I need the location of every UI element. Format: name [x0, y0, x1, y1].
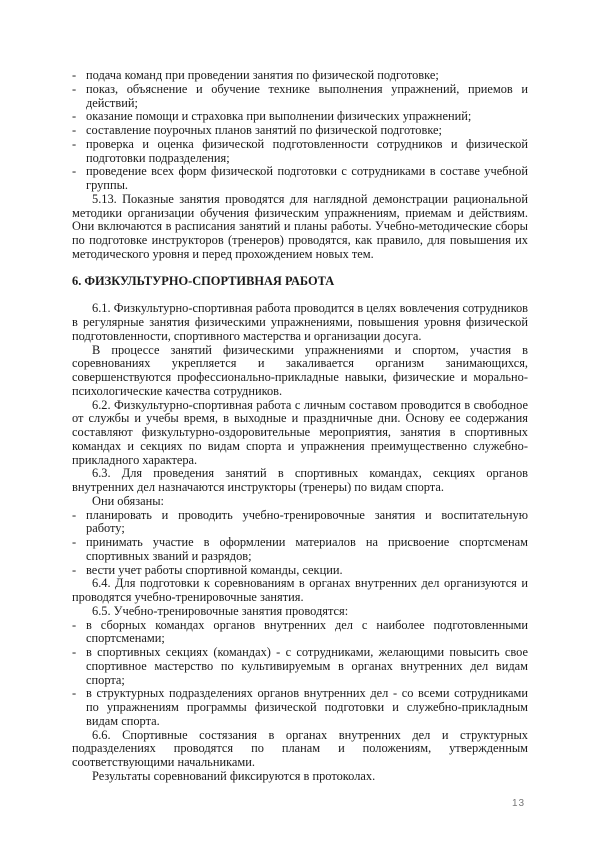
section-heading: 6. ФИЗКУЛЬТУРНО-СПОРТИВНАЯ РАБОТА	[72, 273, 335, 288]
list-item: - в сборных командах органов внутренних дел с наиболее подготовленными спортсменами;	[72, 619, 528, 647]
list-item: - проверка и оценка физической подготовленности сотрудников и физической подготовки подразделения;	[72, 138, 528, 166]
paragraph: В процессе занятий физическими упражнениями и спортом, участия в соревнованиях укрепляется и закаливается организм занимающихся, совершенствуются профессионально-прикладные навыки, физические и морально-психологические качества сотрудников.	[72, 342, 528, 398]
paragraph: Они обязаны:	[92, 493, 164, 508]
list-item: - в структурных подразделениях органов внутренних дел - со всеми сотрудниками по упражнениям программы физической подготовки и служебно-прикладным видам спорта.	[72, 687, 528, 728]
list-item: - показ, объяснение и обучение технике выполнения упражнений, приемов и действий;	[72, 83, 528, 111]
paragraph-6-5: 6.5. Учебно-тренировочные занятия проводятся:	[92, 603, 349, 618]
list-item: - принимать участие в оформлении материалов на присвоение спортсменам спортивных званий и разрядов;	[72, 536, 528, 564]
list-item: - подача команд при проведении занятия по физической подготовке;	[72, 69, 528, 83]
list-item: - проведение всех форм физической подготовки с сотрудниками в составе учебной группы.	[72, 165, 528, 193]
paragraph-6-2: 6.2. Физкультурно-спортивная работа с личным составом проводится в свободное от службы и учебы время, в выходные и праздничные дни. Основу ее содержания составляют физкультурно-оздоровительные мероприятия, занятия в спортивных командах и секциях по видам спорта и упражнения преимущественно служебно-прикладного характера.	[72, 397, 528, 467]
paragraph-6-4: 6.4. Для подготовки к соревнованиям в органах внутренних дел организуются и проводятся учебно-тренировочные занятия.	[72, 576, 528, 604]
document-page	[72, 69, 528, 784]
list-item: - вести учет работы спортивной команды, секции.	[72, 564, 528, 578]
list-item: - планировать и проводить учебно-тренировочные занятия и воспитательную работу;	[72, 509, 528, 537]
list-item: - составление поурочных планов занятий по физической подготовке;	[72, 124, 528, 138]
paragraph-6-3: 6.3. Для проведения занятий в спортивных командах, секциях органов внутренних дел назначаются инструкторы (тренеры) по видам спорта.	[72, 466, 528, 494]
page-number: 13	[512, 798, 526, 809]
list-item: - оказание помощи и страховка при выполнении физических упражнений;	[72, 110, 528, 124]
paragraph-6-6: 6.6. Спортивные состязания в органах внутренних дел и структурных подразделениях проводятся по планам и положениям, утвержденным соответствующими начальниками.	[72, 727, 528, 769]
list-item: - в спортивных секциях (командах) - с сотрудниками, желающими повысить свое спортивное мастерство по культивируемым в органах внутренних дел видам спорта;	[72, 646, 528, 687]
paragraph: Результаты соревнований фиксируются в протоколах.	[92, 768, 376, 783]
paragraph-6-1: 6.1. Физкультурно-спортивная работа проводится в целях вовлечения сотрудников в регулярные занятия физическими упражнениями, повышения уровня физической подготовленности, спортивного мастерства и организации досуга.	[72, 301, 528, 343]
paragraph-5-13: 5.13. Показные занятия проводятся для наглядной демонстрации рациональной методики организации обучения физическим упражнениям, приемам и действиям. Они включаются в расписания занятий и планы работы. Учебно-методические сборы по подготовке инструкторов (тренеров) проводятся, как правило, для повышения их методического уровня и перед прохождением новых тем.	[72, 191, 528, 261]
